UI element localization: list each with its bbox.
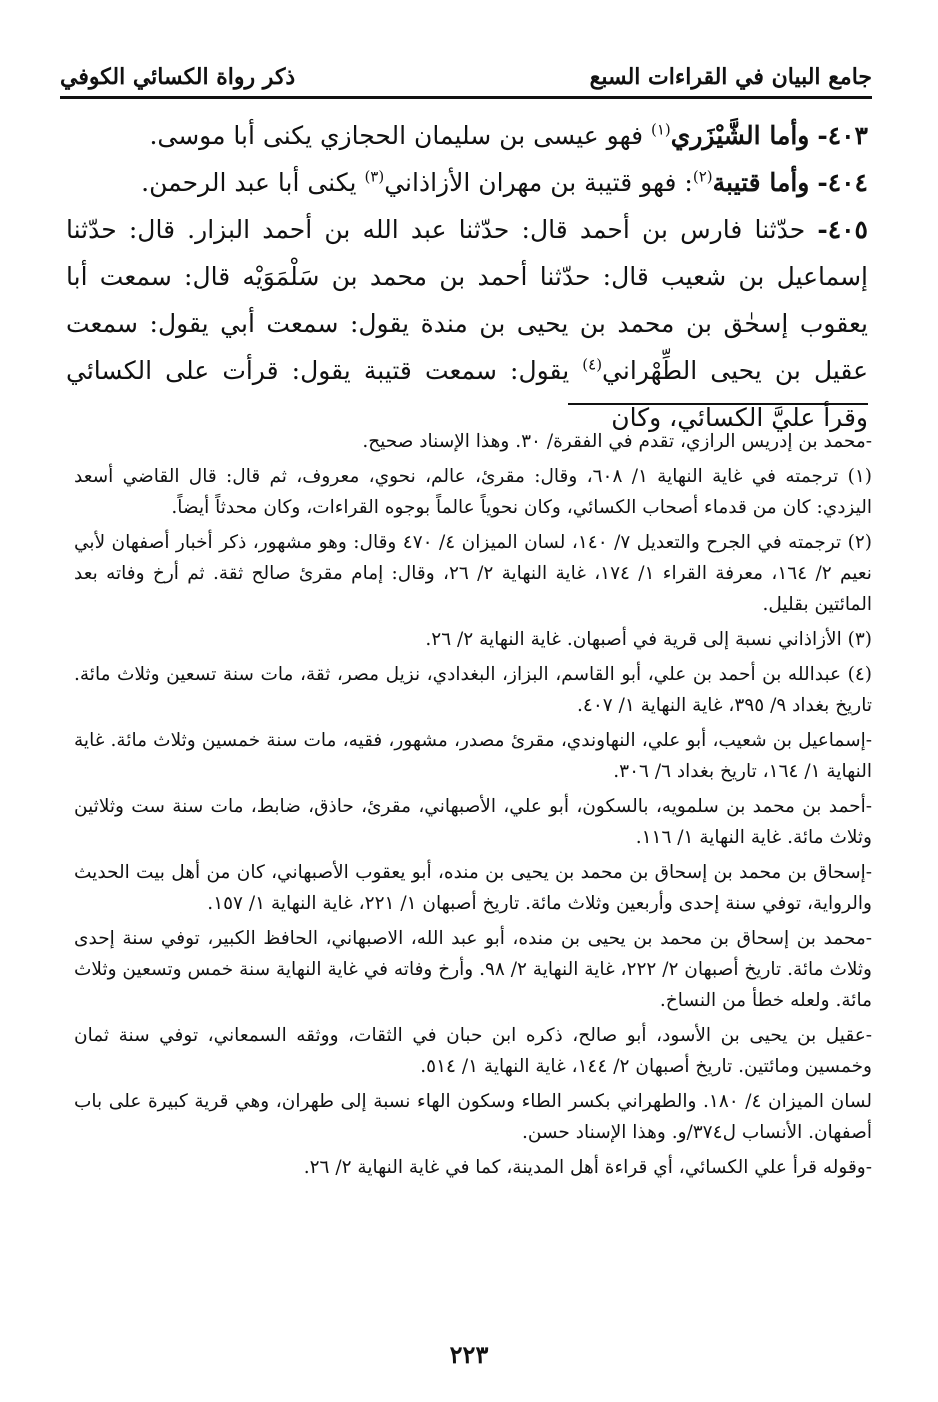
entry-text: يكنى أبا عبد الرحمن. (141, 168, 365, 197)
entry-text: : فهو قتيبة بن مهران الأزاذاني (384, 168, 693, 197)
footnote: -إسماعيل بن شعيب، أبو علي، النهاوندي، مقرئ مصدر، مشهور، فقيه، مات سنة خمسين وثلاث مائة. غاية النهاية ١/ ١٦٤، تاريخ بغداد ٦/ ٣٠٦. (74, 730, 872, 782)
entry-lead: وأما الشَّيْزَري (670, 121, 810, 150)
entry-number: ٤٠٥- (817, 215, 868, 244)
chapter-title: ذكر رواة الكسائي الكوفي (60, 64, 296, 90)
footnote: (٢) ترجمته في الجرح والتعديل ٧/ ١٤٠، لسان الميزان ٤/ ٤٧٠ وقال: وهو مشهور، ذكر أخبار أصفهان لأبي نعيم ٢/ ١٦٤، معرفة القراء ١/ ١٧٤، غاية النهاية ٢/ ٢٦، وقال: إمام مقرئ صالح ثقة. ثم أرخ وفاته بعد المائتين بقليل. (74, 532, 872, 615)
footnote: -إسحاق بن محمد بن إسحاق بن محمد بن يحيى بن منده، أبو يعقوب الأصبهاني، كان من أهل بيت الحديث والرواية، توفي سنة إحدى وأربعين وثلاث مائة. تاريخ أصبهان ١/ ٢٢١، غاية النهاية ١/ ١٥٧. (74, 862, 872, 914)
footnotes (74, 426, 872, 1187)
footnote-rule (568, 403, 868, 405)
entry-number: ٤٠٣- (817, 121, 868, 150)
footnote: -وقوله قرأ علي الكسائي، أي قراءة أهل المدينة، كما في غاية النهاية ٢/ ٢٦. (303, 1157, 872, 1178)
footnote: (٣) الأزاذاني نسبة إلى قرية في أصبهان. غاية النهاية ٢/ ٢٦. (425, 629, 872, 650)
entry-405 (66, 206, 868, 441)
entry-lead: وأما قتيبة (712, 168, 810, 197)
footnote-ref: (٢) (692, 167, 713, 186)
footnote: (٤) عبدالله بن أحمد بن علي، أبو القاسم، البزاز، البغدادي، نزيل مصر، ثقة، مات سنة تسعين وثلاث مائة. تاريخ بغداد ٩/ ٣٩٥، غاية النهاية ١/ ٤٠٧. (74, 664, 872, 716)
footnote: -محمد بن إدريس الرازي، تقدم في الفقرة/ ٣٠. وهذا الإسناد صحيح. (362, 431, 872, 452)
entry-text: فهو عيسى بن سليمان الحجازي يكنى أبا موسى. (149, 121, 651, 150)
main-text (66, 112, 868, 441)
entry-text: يقول: سمعت قتيبة يقول: قرأت على الكسائي وقرأ عليَّ الكسائي، وكان (66, 356, 868, 432)
entry-text: حدّثنا فارس بن أحمد قال: حدّثنا عبد الله بن أحمد البزار. قال: حدّثنا إسماعيل بن شعيب قال: حدّثنا أحمد بن محمد بن سَلْمَوَيْه قال: سمعت أبا يعقوب إسحٰق بن محمد بن يحيى بن مندة يقول: سمعت أبي يقول: سمعت عقيل بن يحيى الطِّهْراني (66, 215, 868, 385)
footnote: -أحمد بن محمد بن سلمويه، بالسكون، أبو علي، الأصبهاني، مقرئ، حاذق، ضابط، مات سنة ست وثلاثين وثلاث مائة. غاية النهاية ١/ ١١٦. (74, 796, 872, 848)
footnote-ref: (٤) (582, 355, 603, 374)
footnote: -محمد بن إسحاق بن محمد بن يحيى بن منده، أبو عبد الله، الاصبهاني، الحافظ الكبير، توفي سنة إحدى وثلاث مائة. تاريخ أصبهان ٢/ ٢٢٢، غاية النهاية ٢/ ٩٨. وأرخ وفاته في غاية النهاية سنة خمس وتسعين وثلاث مائة. ولعله خطأ من النساخ. (74, 928, 872, 1011)
entry-number: ٤٠٤- (817, 168, 868, 197)
footnote-ref: (١) (651, 120, 671, 139)
entry-403 (66, 112, 868, 159)
page-number: ٢٢٣ (449, 1340, 489, 1369)
header-rule (60, 96, 872, 99)
footnote: (١) ترجمته في غاية النهاية ١/ ٦٠٨، وقال: مقرئ، عالم، نحوي، معروف، ثم قال: قال القاضي أسعد اليزدي: كان من قدماء أصحاب الكسائي، وكان نحوياً عالماً بوجوه القراءات، وكان محدثاً أيضاً. (74, 466, 872, 518)
running-header (60, 54, 872, 90)
footnote: لسان الميزان ٤/ ١٨٠. والطهراني بكسر الطاء وسكون الهاء نسبة إلى طهران، وهي قرية كبيرة على باب أصفهان. الأنساب ل٣٧٤/و. وهذا الإسناد حسن. (74, 1091, 872, 1143)
footnote-ref: (٣) (364, 167, 385, 186)
book-title: جامع البيان في القراءات السبع (589, 64, 872, 90)
footnote: -عقيل بن يحيى بن الأسود، أبو صالح، ذكره ابن حبان في الثقات، ووثقه السمعاني، توفي سنة ثمان وخمسين ومائتين. تاريخ أصبهان ٢/ ١٤٤، غاية النهاية ١/ ٥١٤. (74, 1025, 872, 1077)
entry-404 (66, 159, 868, 206)
